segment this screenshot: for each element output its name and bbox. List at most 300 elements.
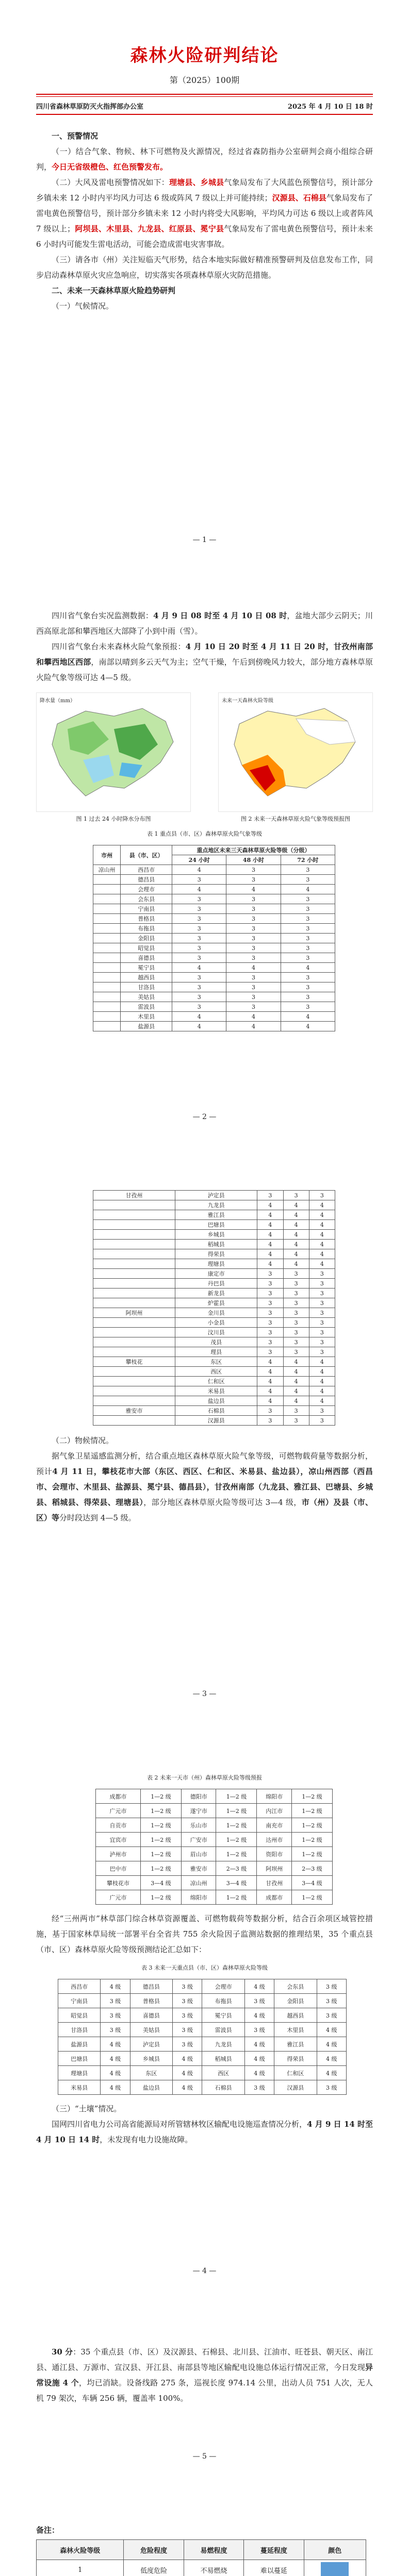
table-cell: 成都市	[257, 1890, 291, 1905]
page-number: — 4 —	[192, 2267, 217, 2275]
table-row	[93, 904, 335, 914]
table-cell: 3	[309, 1328, 335, 1337]
page-number: — 1 —	[192, 536, 217, 544]
table-cell: 3	[226, 982, 281, 992]
legend-header-cell: 颜色	[304, 2540, 366, 2560]
table-cell: 3—4 级	[216, 1876, 257, 1890]
table-cell: 甘孜州	[93, 1191, 175, 1200]
table-cell: 凉山州	[182, 1876, 216, 1890]
highlight-text: 阿坝县、木里县、九龙县、红原县、冕宁县	[75, 224, 224, 233]
table-cell: 3	[257, 1328, 283, 1337]
table-cell: 乡城县	[175, 1230, 257, 1240]
table-cell: 4	[283, 1230, 309, 1240]
table-row	[96, 1861, 333, 1876]
table-cell: 4	[257, 1200, 283, 1210]
table-cell	[93, 934, 121, 943]
table-cell	[93, 1377, 175, 1386]
table-cell: 1—2 级	[141, 1818, 182, 1833]
table-cell: 东区	[175, 1357, 257, 1367]
table-cell: 1—2 级	[291, 1833, 332, 1847]
table-row	[93, 1386, 335, 1396]
table-cell: 4	[257, 1220, 283, 1230]
table-cell: 广安市	[182, 1833, 216, 1847]
table-cell: 甘孜州	[257, 1876, 291, 1890]
table-cell: 3	[281, 875, 335, 885]
table-cell: 3	[281, 992, 335, 1002]
table-cell: 1—2 级	[216, 1890, 257, 1905]
table-cell: 4	[309, 1377, 335, 1386]
table-cell: 3	[281, 934, 335, 943]
table-cell	[93, 1022, 121, 1031]
issuing-office: 四川省森林草原防灭火指挥部办公室	[36, 103, 144, 111]
paragraph	[36, 144, 373, 175]
table-cell: 3 级	[244, 1994, 274, 2008]
bold-text: 30 分	[52, 2347, 73, 2357]
table-cell: 喜德县	[121, 953, 172, 963]
table-cell: 美姑县	[130, 2023, 172, 2037]
table-row	[93, 914, 335, 924]
table-cell: 泸定县	[175, 1191, 257, 1200]
table-cell: 甘洛县	[58, 2023, 101, 2037]
table-row	[93, 1210, 335, 1220]
table-cell: 德阳市	[182, 1789, 216, 1804]
table-cell: 泸定县	[130, 2037, 172, 2052]
paragraph	[36, 1448, 373, 1526]
table-row	[93, 992, 335, 1002]
table-cell: 4 级	[101, 1979, 130, 1994]
table-row	[58, 2052, 347, 2066]
table-cell: 3	[281, 1002, 335, 1012]
table-cell: 3	[309, 1289, 335, 1298]
table-row	[93, 1396, 335, 1406]
figure-caption: 图 1 过去 24 小时降水分布图	[76, 816, 151, 822]
table-cell: 1—2 级	[141, 1789, 182, 1804]
table-cell: 3	[226, 914, 281, 924]
table-cell: 金阳县	[121, 934, 172, 943]
table-cell: 南充市	[257, 1818, 291, 1833]
table-cell: 盐边县	[130, 2080, 172, 2095]
table-row	[58, 2037, 347, 2052]
paragraph	[36, 175, 373, 252]
page-5	[0, 2308, 409, 2576]
table-cell: 2—3 级	[216, 1861, 257, 1876]
table-cell: 4	[226, 1022, 281, 1031]
table-cell: 仁和区	[274, 2066, 317, 2080]
bold-text: 4 月 11 日，攀枝花市大部（东区、西区、仁和区、米易县、盐边县），凉山州西部（西昌市、会理市、木里县、盐源县、冕宁县、德昌县），甘孜州南部（九龙县、雅江县、巴塘县、乡城县、稻城县、得荣县、理塘县）	[36, 1467, 373, 1507]
page-number: — 5 —	[192, 2452, 217, 2461]
table-cell: 德昌县	[130, 1979, 172, 1994]
table-row	[93, 1259, 335, 1269]
table-row	[93, 1022, 335, 1031]
table-cell: 3	[309, 1406, 335, 1416]
table-cell	[93, 1396, 175, 1406]
table-cell: 4	[309, 1259, 335, 1269]
county-risk-table	[93, 845, 335, 1031]
table-cell: 4	[257, 1230, 283, 1240]
meta-rule	[36, 114, 373, 115]
table-cell: 3	[281, 894, 335, 904]
table-cell: 4 级	[317, 2052, 346, 2066]
table-cell: 普格县	[130, 1994, 172, 2008]
text-run: ，部分地区森林草原火险等级可达 3—4 级，	[143, 1498, 302, 1507]
table-cell	[93, 1318, 175, 1328]
table-cell: 布拖县	[121, 924, 172, 934]
th-forecast: 重点地区未来三天森林草原火险等级（分级）	[172, 845, 335, 855]
table-cell: 3	[281, 914, 335, 924]
table-cell	[93, 1347, 175, 1357]
table-cell: 3	[226, 934, 281, 943]
table-cell: 巴塘县	[58, 2052, 101, 2066]
table-cell: 木里县	[121, 1012, 172, 1022]
table-cell: 3	[281, 943, 335, 953]
table-cell	[93, 1279, 175, 1289]
table-cell: 1—2 级	[216, 1833, 257, 1847]
bold-text: 4 月 9 日 08 时至 4 月 10 日 08 时	[153, 611, 287, 620]
table-cell: 3 级	[173, 2008, 202, 2023]
table-cell: 3	[172, 953, 226, 963]
table-cell: 4	[257, 1367, 283, 1377]
table-cell: 3	[226, 894, 281, 904]
table-cell: 3	[226, 943, 281, 953]
table-row	[93, 875, 335, 885]
table-cell: 3	[172, 992, 226, 1002]
table-cell	[93, 1249, 175, 1259]
table-cell: 4 级	[317, 2066, 346, 2080]
table-cell: 西区	[175, 1367, 257, 1377]
table-cell: 会东县	[274, 1979, 317, 1994]
table-cell	[93, 1367, 175, 1377]
table-row	[93, 1328, 335, 1337]
table-cell: 4	[283, 1259, 309, 1269]
table-cell: 3 级	[317, 2080, 346, 2095]
table-cell: 3	[283, 1318, 309, 1328]
table-cell: 稻城县	[175, 1240, 257, 1249]
bold-text: 异常设施 4 个	[36, 2363, 373, 2387]
table-row	[58, 1979, 347, 1994]
table-cell	[93, 1337, 175, 1347]
table-cell: 越西县	[274, 2008, 317, 2023]
table-cell: 4	[226, 1012, 281, 1022]
table-cell: 石棉县	[202, 2080, 244, 2095]
th-72h: 72 小时	[281, 855, 335, 865]
table-cell: 3	[281, 982, 335, 992]
table-cell: 4	[283, 1249, 309, 1259]
table-cell: 越西县	[121, 973, 172, 982]
table-cell: 4	[281, 1022, 335, 1031]
color-swatch	[321, 2562, 349, 2576]
table-cell: 3	[226, 904, 281, 914]
table-cell: 1—2 级	[141, 1861, 182, 1876]
table-cell: 3 级	[244, 2080, 274, 2095]
precipitation-map	[36, 692, 191, 823]
table-cell: 3	[226, 992, 281, 1002]
body-section-1	[0, 128, 409, 314]
table-cell: 3	[257, 1337, 283, 1347]
table-cell: 3	[283, 1337, 309, 1347]
table-cell	[93, 904, 121, 914]
table-row	[58, 2080, 347, 2095]
table-cell: 4	[283, 1220, 309, 1230]
table-cell: 理县	[175, 1347, 257, 1357]
text-run: 四川省气象台未来森林火险气象预报：	[52, 642, 186, 651]
table-cell: 4	[283, 1367, 309, 1377]
table-cell	[93, 1240, 175, 1249]
table-cell: 3	[172, 943, 226, 953]
table-cell: 4	[309, 1357, 335, 1367]
table-cell: 米易县	[175, 1386, 257, 1396]
section-heading: 一、预警情况	[52, 131, 99, 141]
table-row	[93, 894, 335, 904]
table-cell: 昭觉县	[121, 943, 172, 953]
table-cell	[93, 1200, 175, 1210]
paragraph: 经“三州两市”林草部门综合林草资源覆盖、可燃物载荷等数据分析，结合百余项区域管控措施，基于国家林草局统一部署平台全省共 755 余火险因子监测站数据的推理结果，35 个重点县（市、区）森林草原火险等级预测结论汇总如下：	[36, 1914, 373, 1954]
table-cell: 3	[309, 1347, 335, 1357]
city-risk-table	[95, 1789, 333, 1905]
table-cell: 乐山市	[182, 1818, 216, 1833]
table-cell: 3 级	[173, 2023, 202, 2037]
table-cell: 4	[309, 1230, 335, 1240]
table-row	[96, 1876, 333, 1890]
table-cell: 3	[226, 1002, 281, 1012]
table-cell: 3 级	[317, 2008, 346, 2023]
table-cell: 3	[257, 1279, 283, 1289]
table-cell: 4 级	[244, 2052, 274, 2066]
table-cell: 3	[309, 1318, 335, 1328]
highlight-text: 理塘县、乡城县	[169, 178, 224, 187]
table-cell: 3 级	[173, 2037, 202, 2052]
table-cell: 3	[172, 924, 226, 934]
table-cell: 4	[257, 1259, 283, 1269]
table-cell	[93, 1230, 175, 1240]
table-cell: 九龙县	[202, 2037, 244, 2052]
table-cell: 宜宾市	[96, 1833, 141, 1847]
table-cell: 4	[257, 1377, 283, 1386]
table-cell: 汉源县	[175, 1416, 257, 1426]
table-cell: 汶川县	[175, 1328, 257, 1337]
table-cell: 3	[309, 1298, 335, 1308]
table-cell: 会理市	[202, 1979, 244, 1994]
table-cell: 3	[309, 1279, 335, 1289]
table-cell	[93, 1210, 175, 1220]
table-cell: 3 级	[173, 1979, 202, 1994]
table-cell: 3	[226, 924, 281, 934]
table-cell: 3	[283, 1289, 309, 1298]
table-cell: 4	[281, 1012, 335, 1022]
table-row	[93, 924, 335, 934]
table-cell: 3 级	[173, 1994, 202, 2008]
table-cell: 3	[309, 1416, 335, 1426]
table-cell: 3	[283, 1279, 309, 1289]
table-cell: 1—2 级	[216, 1847, 257, 1861]
table-cell: 4 级	[101, 2052, 130, 2066]
table-cell: 4	[309, 1210, 335, 1220]
table-cell: 3	[257, 1308, 283, 1318]
text-run: ，南部以晴到多云天气为主；空气干燥，午后到傍晚风力较大，部分地方森林草原火险气象等级可达 4—5 级。	[36, 657, 373, 682]
table-cell: 3	[283, 1269, 309, 1279]
table-cell: 4 级	[101, 2080, 130, 2095]
table-row	[96, 1833, 333, 1847]
table-row	[93, 1308, 335, 1318]
table-cell: 攀枝花	[93, 1357, 175, 1367]
table-cell: 4	[172, 1012, 226, 1022]
table-cell: 3	[283, 1298, 309, 1308]
table-cell: 3	[281, 924, 335, 934]
table-cell: 盐边县	[175, 1396, 257, 1406]
table-cell	[93, 924, 121, 934]
table-cell: 雷波县	[121, 1002, 172, 1012]
table-row	[93, 1191, 335, 1200]
table-cell: 1—2 级	[141, 1804, 182, 1818]
table-row	[93, 1347, 335, 1357]
paragraph	[36, 608, 373, 639]
map-row	[36, 692, 373, 823]
issue-number: 第（2025）100期	[169, 75, 240, 85]
table-cell: 4	[283, 1210, 309, 1220]
paragraph	[36, 2344, 373, 2406]
table-cell: 米易县	[58, 2080, 101, 2095]
table-cell: 金阳县	[274, 1994, 317, 2008]
table-cell: 阿坝州	[93, 1308, 175, 1318]
table-cell	[93, 1298, 175, 1308]
text-run: ，未发现有电力设施故障。	[100, 2135, 193, 2144]
table-row	[93, 1377, 335, 1386]
table-cell: 3 级	[101, 1994, 130, 2008]
th-48h: 48 小时	[226, 855, 281, 865]
table-cell	[93, 1289, 175, 1298]
table-row	[93, 1230, 335, 1240]
table-caption: 表 3 未来一天重点县（市、区）森林草原火险等级	[141, 1964, 268, 1971]
table-cell: 雅江县	[274, 2037, 317, 2052]
table-cell: 4	[283, 1396, 309, 1406]
table-cell: 广元市	[96, 1804, 141, 1818]
table-cell: 喜德县	[130, 2008, 172, 2023]
table-cell	[93, 1328, 175, 1337]
table-cell: 康定市	[175, 1269, 257, 1279]
table-cell: 1—2 级	[216, 1818, 257, 1833]
table-cell: 4	[309, 1367, 335, 1377]
table-cell: 4	[309, 1200, 335, 1210]
table-cell: 理塘县	[58, 2066, 101, 2080]
table-cell: 2—3 级	[291, 1861, 332, 1876]
table-cell: 4	[309, 1220, 335, 1230]
table-cell: 会东县	[121, 894, 172, 904]
legend-cell: 难以蔓延	[244, 2560, 304, 2576]
table-cell: 1—2 级	[291, 1818, 332, 1833]
table-cell	[93, 1386, 175, 1396]
table-cell: 4 级	[244, 1979, 274, 1994]
table-cell: 达州市	[257, 1833, 291, 1847]
table-row	[93, 1289, 335, 1298]
table-cell: 茂县	[175, 1337, 257, 1347]
table-cell: 乡城县	[130, 2052, 172, 2066]
issue-date: 2025 年 4 月 10 日 18 时	[287, 103, 373, 111]
table-row	[93, 1279, 335, 1289]
table-cell	[93, 875, 121, 885]
table-row	[93, 1416, 335, 1426]
legend-cell: 不易燃烧	[184, 2560, 243, 2576]
table-cell: 1—2 级	[141, 1833, 182, 1847]
table-cell: 西昌市	[121, 865, 172, 875]
table-cell: 4	[257, 1249, 283, 1259]
table-cell: 1—2 级	[291, 1847, 332, 1861]
table-row	[93, 1298, 335, 1308]
sub-heading: （二）物候情况。	[52, 1436, 114, 1445]
table-row	[93, 1337, 335, 1347]
table-cell: 3 级	[244, 2023, 274, 2037]
table-cell: 4	[257, 1396, 283, 1406]
legend-row	[37, 2560, 366, 2576]
th-24h: 24 小时	[172, 855, 226, 865]
table-cell: 3	[309, 1191, 335, 1200]
table-row	[93, 973, 335, 982]
table-cell: 巴塘县	[175, 1220, 257, 1230]
text-run: （二）大风及雷电预警情况如下：	[52, 178, 169, 187]
table-cell: 3—4 级	[141, 1876, 182, 1890]
table-cell	[93, 1012, 121, 1022]
table-row	[93, 865, 335, 875]
fire-risk-map	[218, 692, 373, 823]
table-row	[96, 1789, 333, 1804]
table-row	[58, 2066, 347, 2080]
table-cell	[93, 1269, 175, 1279]
bold-text: 4 月 9 日 14 时至 4 月 10 日 14 时	[36, 2120, 373, 2144]
table-cell: 4	[283, 1200, 309, 1210]
table-cell: 布拖县	[202, 1994, 244, 2008]
table-cell: 盐源县	[58, 2037, 101, 2052]
table-row	[93, 1357, 335, 1367]
text-run: （一）结合气象、物候、林下可燃物及火源情况，经过省森防指办公室研判会商小组综合研判，	[36, 147, 373, 172]
table-cell: 得荣县	[274, 2052, 317, 2066]
text-run: 四川省气象台实况监测数据：	[52, 611, 154, 620]
table-cell: 4	[283, 1240, 309, 1249]
table-cell: 金川县	[175, 1308, 257, 1318]
text-run: 国网四川省电力公司高省能源局对所管辖林牧区输配电设施巡查情况分析，	[52, 2120, 307, 2129]
table-cell: 汉源县	[274, 2080, 317, 2095]
table-cell: 1—2 级	[141, 1890, 182, 1905]
table-cell: 巴中市	[96, 1861, 141, 1876]
table-row	[93, 934, 335, 943]
table-cell: 新龙县	[175, 1289, 257, 1298]
table-caption: 表 1 重点县（市、区）森林草原火险气象等级	[147, 831, 262, 837]
table-cell: 西昌市	[58, 1979, 101, 1994]
table-cell: 4	[226, 963, 281, 973]
table-cell: 雅安市	[93, 1406, 175, 1416]
table-cell: 遂宁市	[182, 1804, 216, 1818]
table-cell: 4	[309, 1396, 335, 1406]
table-cell	[93, 1220, 175, 1230]
table-cell: 3	[283, 1328, 309, 1337]
table-cell: 丹巴县	[175, 1279, 257, 1289]
sub-heading: （三）“土壤”情况。	[52, 2104, 122, 2113]
table-row	[96, 1890, 333, 1905]
section-heading: 二、未来一天森林草原火险趋势研判	[52, 286, 176, 295]
legend-header-cell: 森林火险等级	[37, 2540, 124, 2560]
table-cell: 泸州市	[96, 1847, 141, 1861]
table-cell: 4 级	[101, 2066, 130, 2080]
table-cell: 3	[309, 1269, 335, 1279]
table-cell: 4 级	[317, 2037, 346, 2052]
paragraph: （三）请各市（州）关注短临天气形势，结合本地实际做好精准预警研判及信息发布工作，同步启动森林草原火灾应急响应，切实落实各项森林草原火灾防范措施。	[36, 255, 373, 280]
table-cell: 昭觉县	[58, 2008, 101, 2023]
table-row	[93, 953, 335, 963]
table-row	[58, 2023, 347, 2037]
table-cell: 3	[172, 973, 226, 982]
table-cell: 3	[309, 1308, 335, 1318]
table-row	[93, 963, 335, 973]
table-cell: 3	[172, 982, 226, 992]
table-cell: 4	[172, 865, 226, 875]
th-city: 市州	[93, 845, 121, 865]
